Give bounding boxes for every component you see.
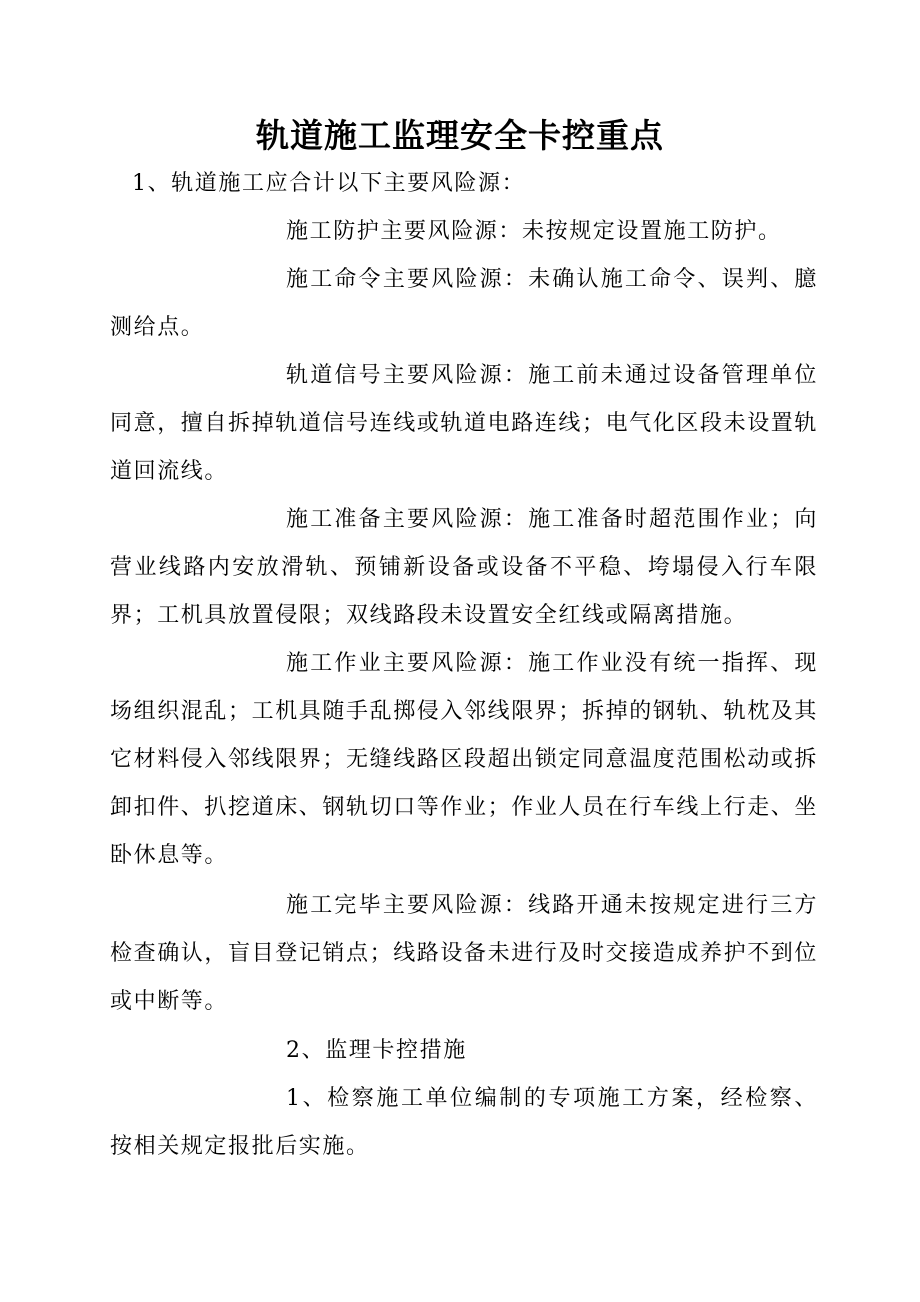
paragraph-protection-risk: 施工防护主要风险源：未按规定设置施工防护。 xyxy=(286,219,782,244)
paragraph-operation-risk: 施工作业主要风险源：施工作业没有统一指挥、现场组织混乱；工机具随手乱掷侵入邻线限界；拆掉的钢轨、轨枕及其它材料侵入邻线限界；无缝线路区段超出锁定同意温度范围松动或拆卸扣件、扒挖道床、钢轨切口等作业；作业人员在行车线上行走、坐卧休息等。 xyxy=(110,651,819,868)
paragraph-preparation-risk: 施工准备主要风险源：施工准备时超范围作业；向营业线路内安放滑轨、预铺新设备或设备不平稳、垮塌侵入行车限界；工机具放置侵限；双线路段未设置安全红线或隔离措施。 xyxy=(110,507,818,628)
document-title: 轨道施工监理安全卡控重点 xyxy=(256,116,664,155)
paragraph-control-measure-1: 1、检察施工单位编制的专项施工方案，经检察、按相关规定报批后实施。 xyxy=(110,1086,818,1159)
paragraph-control-measures-heading: 2、监理卡控措施 xyxy=(286,1038,467,1063)
paragraph-risk-sources-heading: 1、轨道施工应合计以下主要风险源： xyxy=(132,171,526,196)
paragraph-signal-risk: 轨道信号主要风险源：施工前未通过设备管理单位同意，擅自拆掉轨道信号连线或轨道电路连线；电气化区段未设置轨道回流线。 xyxy=(110,363,819,484)
paragraph-completion-risk: 施工完毕主要风险源：线路开通未按规定进行三方检查确认，盲目登记销点；线路设备未进行及时交接造成养护不到位或中断等。 xyxy=(110,893,819,1014)
paragraph-command-risk: 施工命令主要风险源：未确认施工命令、误判、臆测给点。 xyxy=(110,267,818,340)
